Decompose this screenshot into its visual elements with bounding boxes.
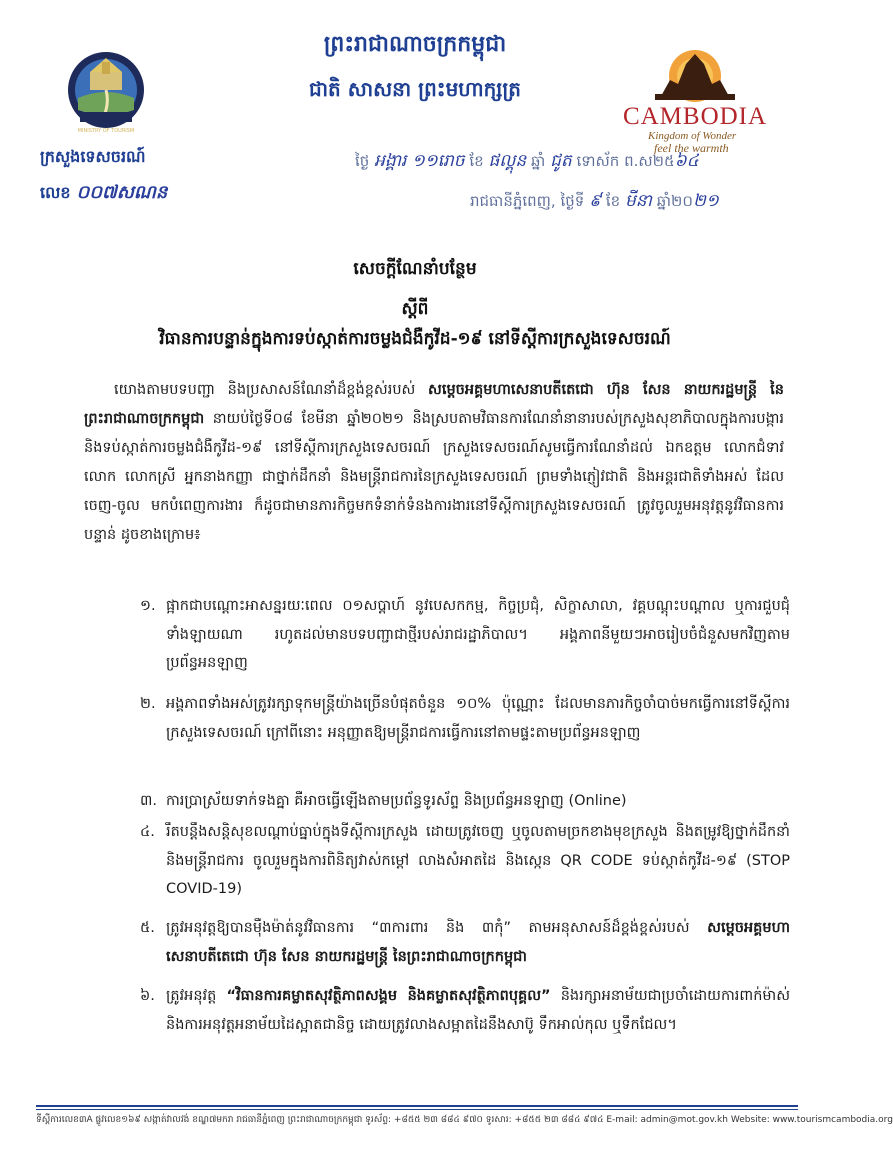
solar-day: ៩ [589,191,602,211]
national-motto: ជាតិ សាសនា ព្រះមហាក្សត្រ [309,77,521,101]
item-number: ២. [140,696,156,712]
item-number: ៥. [140,920,155,936]
list-item [140,982,790,1039]
item-text: រឹតបន្តឹងសន្តិសុខលណ្តាប់ធ្នាប់ក្នុងទីស្តីការក្រសួង ដោយត្រូវចេញ ឬចូលតាមច្រកខាងមុខក្រសួង និងតម្រូវឱ្យថ្នាក់ដឹកនាំ និងមន្ត្រីរាជការ ចូលរួមក្នុងការពិនិត្យវាស់កម្តៅ លាងសំអាតដៃ និងស្កេន QR CODE ទប់ស្កាត់កូវីដ-១៩ (STOP COVID-19) [166,824,790,897]
solar-place: រាជធានីភ្នំពេញ, ថ្ងៃទី [470,192,585,210]
lunar-tail: ទោស័ក ព.ស២៥ [576,152,675,170]
reference-number-row [40,180,167,207]
list-item [140,690,790,747]
ministry-name: ក្រសួងទេសចរណ៍ [40,147,146,166]
kingdom-heading: ព្រះរាជាណាចក្រកម្ពុជា [323,32,507,57]
solar-month: មីនា [624,191,652,211]
item-number: ៣. [140,793,157,809]
document-title-about: ស្តីពី [401,299,429,319]
intro-honorific: សម្តេចអគ្គមហាសេនាបតីតេជោ ហ៊ុន សែន នាយករដ្ឋមន្ត្រី នៃព្រះរាជាណាចក្រកម្ពុជា [84,382,784,427]
item-number: ៤. [140,824,155,840]
lunar-month-label: ខែ [469,152,484,170]
intro-text-start: យោងតាមបទបញ្ជា និងប្រសាសន៍ណែនាំដ៏ខ្ពង់ខ្ពស់របស់ [114,382,429,398]
item-number: ១. [140,598,156,614]
solar-date-line [470,190,719,215]
lunar-day: អង្គារ ១១រោច [374,151,465,171]
intro-paragraph [84,376,784,550]
document-subject: វិធានការបន្ទាន់ក្នុងការទប់ស្កាត់ការចម្លងជំងឺកូវីដ-១៩ នៅទីស្តីការក្រសួងទេសចរណ៍ [159,329,671,349]
item-text [166,982,790,1039]
item-text: ផ្អាកជាបណ្តោះអាសន្នរយៈពេល ០១សប្តាហ៍ នូវបេសកកម្ម, កិច្ចប្រជុំ, សិក្ខាសាលា, វគ្គបណ្តុះបណ្តាល ឬការជួបជុំទាំងឡាយណា រហូតដល់មានបទបញ្ជាជាថ្មីរបស់រាជរដ្ឋាភិបាល។ អង្គភាពនីមួយៗអាចរៀបចំជំនួសមកវិញតាមប្រព័ន្ធអនឡាញ [166,598,790,671]
footer-contact: ទីស្តីការលេខ៣A ផ្លូវលេខ១៦៩ សង្កាត់វាលវង់ ខណ្ឌ៧មករា រាជធានីភ្នំពេញ ព្រះរាជាណាចក្រកម្ពុជា ទូរស័ព្ទ: +៨៥៥ ២៣ ៨៨៤ ៩៧០ ទូរសារ: +៨៥៥ ២៣ ៨៨៤ ៩៧៤ E-mail: admin@mot.gov.kh Website: www.tourismcambodia.org [36,1115,893,1125]
cambodia-brand-logo [600,42,790,155]
solar-year: ២១ [693,191,719,211]
lunar-month: ផល្គុន [488,151,527,171]
item-text-bold: “វិធានការគម្លាតសុវត្ថិភាពសង្គម និងគម្លាតសុវត្ថិភាពបុគ្គល” [226,988,551,1004]
item-text-bold: សម្តេចអគ្គមហាសេនាបតីតេជោ ហ៊ុន សែន នាយករដ្ឋមន្ត្រី នៃព្រះរាជាណាចក្រកម្ពុជា [166,920,790,965]
list-item [140,592,790,678]
angkor-sunset-icon [600,42,790,100]
item-text-after: និងរក្សាអនាម័យជាប្រចាំដោយការពាក់ម៉ាស់ និងការអនុវត្តអនាម័យដៃស្អាតជានិច្ច ដោយត្រូវលាងសម្អាតដៃនឹងសាប៊ូ ទឹកអាល់កុល ឬទឹកជែល។ [166,988,791,1033]
brand-name: CAMBODIA [622,103,768,130]
lunar-day-label: ថ្ងៃ [355,152,370,170]
solar-month-label: ខែ [605,192,621,210]
reference-label: លេខ [40,183,71,202]
footer-divider [36,1105,798,1107]
list-item [140,914,790,971]
footer-divider-thin [36,1109,798,1110]
document-title: សេចក្តីណែនាំបន្ថែម [353,259,477,279]
brand-tagline: Kingdom of Wonder [648,130,737,142]
lunar-year-label: ឆ្នាំ [531,152,546,170]
lunar-year: ជូត [550,151,572,171]
solar-year-label: ឆ្នាំ២០ [656,192,693,210]
ministry-seal-logo [66,50,146,130]
lunar-date-line [355,150,699,175]
lunar-be: ៦៤ [674,151,699,171]
item-text: ការប្រាស្រ័យទាក់ទងគ្នា គឺអាចធ្វើឡើងតាមប្រព័ន្ធទូរស័ព្ទ និងប្រព័ន្ធអនឡាញ (Online) [166,793,627,809]
item-number: ៦. [140,988,155,1004]
reference-number: ០០៧សណន [76,182,168,203]
item-text-plain: ត្រូវអនុវត្ត [166,988,227,1004]
intro-text-rest: នាយប់ថ្ងៃទី០៨ ខែមីនា ឆ្នាំ២០២១ និងស្របតាមវិធានការណែនាំនានារបស់ក្រសួងសុខាភិបាលក្នុងការបង្ការ និងទប់ស្កាត់ការចម្លងជំងឺកូវីដ-១៩ នៅទីស្តីការក្រសួងទេសចរណ៍ ក្រសួងទេសចរណ៍សូមធ្វើការណែនាំដល់ ឯកឧត្តម លោកជំទាវ លោក លោកស្រី អ្នកនាងកញ្ញា ជាថ្នាក់ដឹកនាំ និងមន្ត្រីរាជការនៃក្រសួងទេសចរណ៍ ព្រមទាំងភ្ញៀវជាតិ និងអន្តរជាតិទាំងអស់ ដែលចេញ-ចូល មកបំពេញការងារ ក៏ដូចជាមានភារកិច្ចមកទំនាក់ទំនងការងារនៅទីស្តីការក្រសួងទេសចរណ៍ ត្រូវចូលរួមអនុវត្តនូវវិធានការបន្ទាន់ ដូចខាងក្រោម៖ [84,411,784,543]
item-text: អង្គភាពទាំងអស់ត្រូវរក្សាទុកមន្ត្រីយ៉ាងច្រើនបំផុតចំនួន ១០% ប៉ុណ្ណោះ ដែលមានភារកិច្ចចាំបាច់មកធ្វើការនៅទីស្តីការក្រសួងទេសចរណ៍ ក្រៅពីនោះ អនុញ្ញាតឱ្យមន្ត្រីរាជការធ្វើការនៅតាមផ្ទះតាមប្រព័ន្ធអនឡាញ [166,696,790,741]
item-text-plain: ត្រូវអនុវត្តឱ្យបានម៉ឺងម៉ាត់នូវវិធានការ “៣ការពារ និង ៣កុំ” តាមអនុសាសន៍ដ៏ខ្ពង់ខ្ពស់របស់ [166,920,708,936]
item-text [166,914,790,971]
list-item [140,818,790,904]
list-item [140,787,790,816]
brand-slogan: feel the warmth [654,141,729,155]
seal-caption: MINISTRY OF TOURISM [77,128,135,134]
